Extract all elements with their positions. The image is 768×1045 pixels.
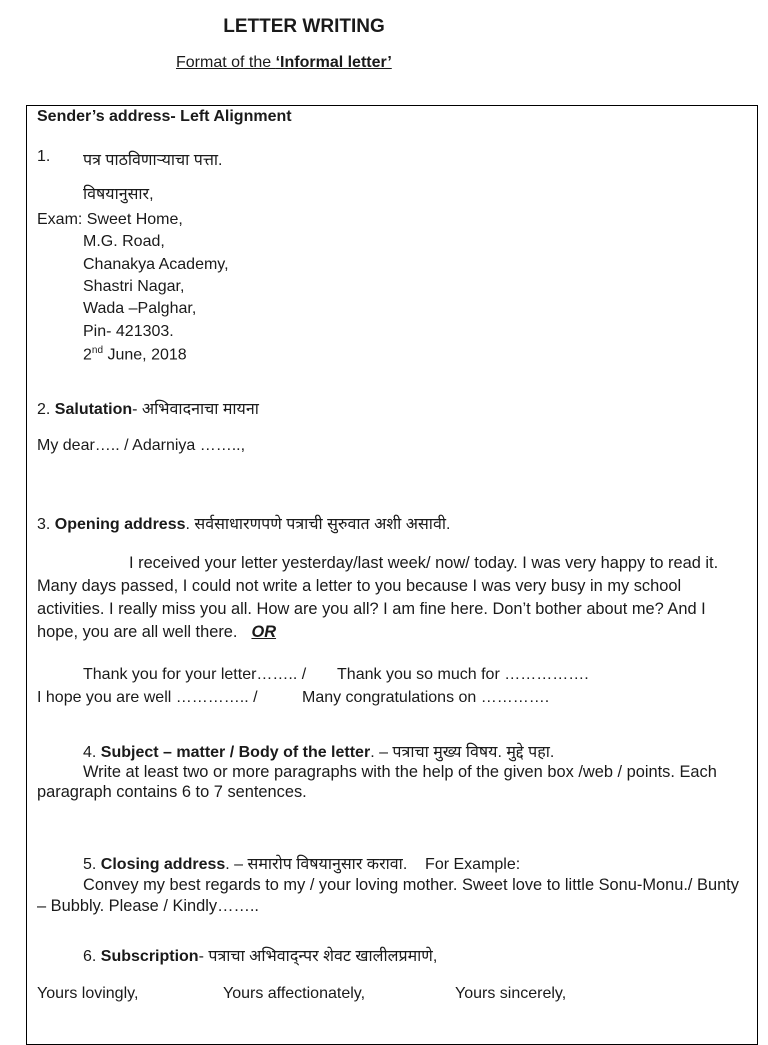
opening-heading: 3. Opening address. सर्वसाधारणपणे पत्राची सुरुवात अशी असावी.: [37, 516, 451, 533]
subscription-heading: 6. Subscription- पत्राचा अभिवाद्न्पर शेवट खालीलप्रमाणे,: [83, 948, 438, 965]
subject-text: Write at least two or more paragraphs with the help of the given box /web / points. Each paragraph contains 6 to 7 sentences.: [37, 763, 717, 801]
address-line: Exam: Sweet Home,: [37, 211, 183, 228]
subject-heading: 4. Subject – matter / Body of the letter. – पत्राचा मुख्य विषय. मुद्दे पहा.: [83, 744, 555, 761]
page-subtitle: Format of the ‘Informal letter’: [176, 54, 392, 71]
opening-paragraph: I received your letter yesterday/last week/ now/ today. I was very happy to read it. Many days passed, I could not write a letter to you because I was very busy in my school activities. I really miss you all. How are you all? I am fine here. Don’t bother about me? And I hope, you are all well there. OR: [37, 554, 719, 641]
closing-heading: 5. Closing address. – समारोप विषयानुसार करावा. For Example:: [83, 856, 521, 873]
address-line: Shastri Nagar,: [83, 278, 185, 295]
closing-text: Convey my best regards to my / your loving mother. Sweet love to little Sonu-Monu./ Bunty – Bubbly. Please / Kindly……..: [37, 876, 739, 915]
opening-alternative: I hope you are well ………….. / Many congratulations on ………….: [37, 689, 550, 706]
salutation-example: My dear….. / Adarniya ……..,: [37, 437, 246, 454]
salutation-heading: 2. Salutation- अभिवादनाचा मायना: [37, 401, 259, 418]
opening-alternative: Thank you for your letter…….. / Thank you so much for …………….: [83, 666, 589, 683]
date-line: 2nd June, 2018: [83, 345, 187, 364]
subscription-option: Yours lovingly,: [37, 985, 139, 1002]
sender-marathi-subject: विषयानुसार,: [83, 186, 154, 203]
section-heading: Sender’s address- Left Alignment: [37, 108, 292, 125]
page-title: LETTER WRITING: [223, 16, 385, 37]
address-line: Pin- 421303.: [83, 323, 174, 340]
address-line: Wada –Palghar,: [83, 300, 197, 317]
subscription-option: Yours affectionately,: [223, 985, 366, 1002]
address-line: Chanakya Academy,: [83, 256, 229, 273]
or-label: OR: [251, 623, 277, 641]
sender-marathi-line: पत्र पाठविणाऱ्याचा पत्ता.: [83, 152, 223, 169]
address-line: M.G. Road,: [83, 233, 165, 250]
subscription-option: Yours sincerely,: [455, 985, 567, 1002]
item-number: 1.: [37, 148, 51, 165]
